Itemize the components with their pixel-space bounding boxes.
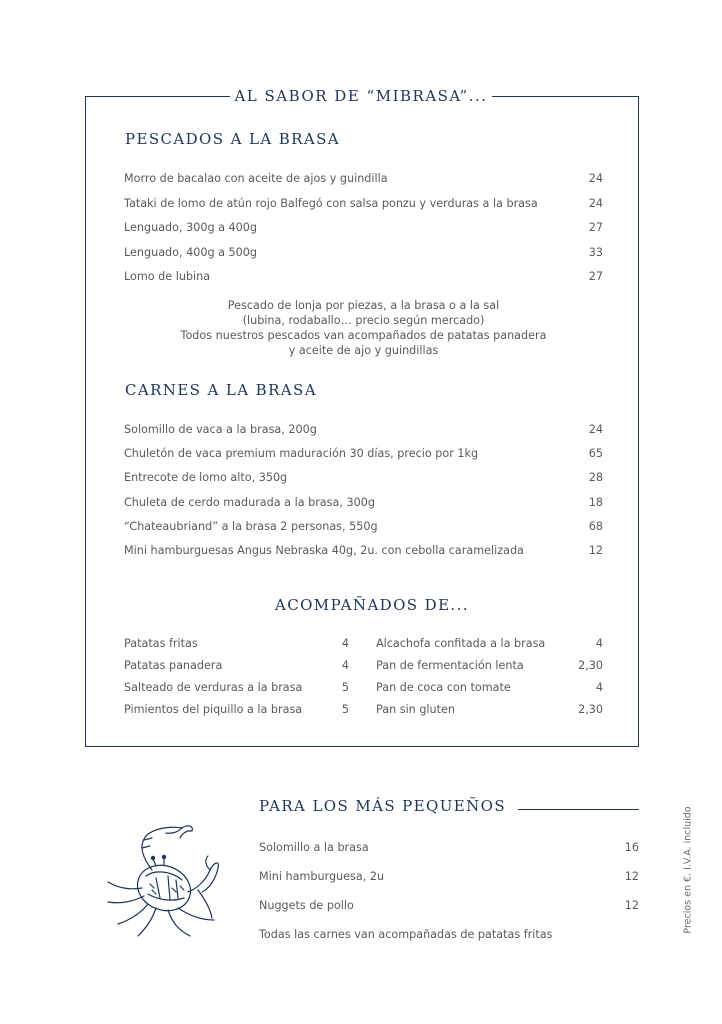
item-price: 27 — [588, 269, 603, 283]
item-name: Alcachofa confitada a la brasa — [376, 636, 546, 650]
item-price: 5 — [341, 702, 349, 716]
item-name: Pan de fermentación lenta — [376, 658, 524, 672]
item-price: 4 — [341, 658, 349, 672]
item-price: 65 — [588, 446, 603, 460]
note-line: (lubina, rodaballo… precio según mercado) — [242, 314, 485, 327]
kids-item — [259, 867, 639, 885]
side-item — [124, 678, 349, 696]
item-name: Lenguado, 300g a 400g — [124, 220, 257, 234]
item-price: 28 — [588, 470, 603, 484]
item-name: Lenguado, 400g a 500g — [124, 245, 257, 259]
item-price: 24 — [588, 171, 603, 185]
item-price: 2,30 — [578, 702, 603, 716]
item-name: Chuletón de vaca premium maduración 30 días, precio por 1kg — [124, 446, 479, 460]
item-name: “Chateaubriand” a la brasa 2 personas, 550g — [124, 519, 378, 533]
menu-item — [124, 267, 603, 285]
item-price: 24 — [588, 422, 603, 436]
item-price: 12 — [624, 869, 639, 883]
frame-title: AL SABOR DE “MIBRASA”... — [230, 87, 492, 105]
item-name: Chuleta de cerdo madurada a la brasa, 300g — [124, 495, 375, 509]
item-price: 16 — [624, 840, 639, 854]
section-title-pequenos: PARA LOS MÁS PEQUEÑOS — [259, 797, 518, 815]
menu-item — [124, 194, 603, 212]
item-name: Pan de coca con tomate — [376, 680, 511, 694]
item-name: Nuggets de pollo — [259, 898, 354, 912]
section-title-pescados: PESCADOS A LA BRASA — [125, 130, 341, 148]
menu-item — [124, 541, 603, 559]
menu-item — [124, 420, 603, 438]
item-name: Pimientos del piquillo a la brasa — [124, 702, 303, 716]
crab-icon — [98, 818, 223, 940]
side-item — [376, 634, 603, 652]
item-name: Solomillo a la brasa — [259, 840, 369, 854]
item-name: Mini hamburguesa, 2u — [259, 869, 385, 883]
item-price: 33 — [588, 245, 603, 259]
item-price: 18 — [588, 495, 603, 509]
item-name: Solomillo de vaca a la brasa, 200g — [124, 422, 317, 436]
menu-item — [124, 493, 603, 511]
item-price: 2,30 — [578, 658, 603, 672]
item-name: Salteado de verduras a la brasa — [124, 680, 303, 694]
side-item — [376, 656, 603, 674]
section-title-acompanados: ACOMPAÑADOS DE... — [275, 596, 469, 614]
item-price: 12 — [588, 543, 603, 557]
menu-item — [124, 517, 603, 535]
kids-item — [259, 896, 639, 914]
item-name: Patatas panadera — [124, 658, 223, 672]
side-item — [124, 656, 349, 674]
kids-note: Todas las carnes van acompañadas de patatas fritas — [259, 928, 553, 941]
item-price: 4 — [595, 680, 603, 694]
note-line: Pescado de lonja por piezas, a la brasa o a la sal — [227, 299, 500, 312]
section-title-carnes: CARNES A LA BRASA — [125, 381, 317, 399]
item-name: Tataki de lomo de atún rojo Balfegó con salsa ponzu y verduras a la brasa — [124, 196, 538, 210]
pescados-note — [124, 298, 603, 358]
note-line: Todos nuestros pescados van acompañados de patatas panadera — [180, 329, 547, 342]
menu-item — [124, 468, 603, 486]
price-note: Precios en €. I.V.A. incluido — [682, 806, 694, 934]
menu-item — [124, 444, 603, 462]
item-name: Morro de bacalao con aceite de ajos y guindilla — [124, 171, 388, 185]
side-item — [124, 634, 349, 652]
item-name: Lomo de lubina — [124, 269, 211, 283]
item-price: 24 — [588, 196, 603, 210]
item-name: Mini hamburguesas Angus Nebraska 40g, 2u. con cebolla caramelizada — [124, 543, 524, 557]
side-item — [124, 700, 349, 718]
item-price: 68 — [588, 519, 603, 533]
menu-item — [124, 243, 603, 261]
kids-item — [259, 838, 639, 856]
item-price: 27 — [588, 220, 603, 234]
side-item — [376, 678, 603, 696]
item-price: 4 — [341, 636, 349, 650]
item-name: Pan sin gluten — [376, 702, 455, 716]
item-name: Patatas fritas — [124, 636, 198, 650]
item-price: 12 — [624, 898, 639, 912]
item-price: 4 — [595, 636, 603, 650]
item-name: Entrecote de lomo alto, 350g — [124, 470, 288, 484]
side-item — [376, 700, 603, 718]
note-line: y aceite de ajo y guindillas — [288, 344, 439, 357]
menu-item — [124, 169, 603, 187]
item-price: 5 — [341, 680, 349, 694]
menu-item — [124, 218, 603, 236]
